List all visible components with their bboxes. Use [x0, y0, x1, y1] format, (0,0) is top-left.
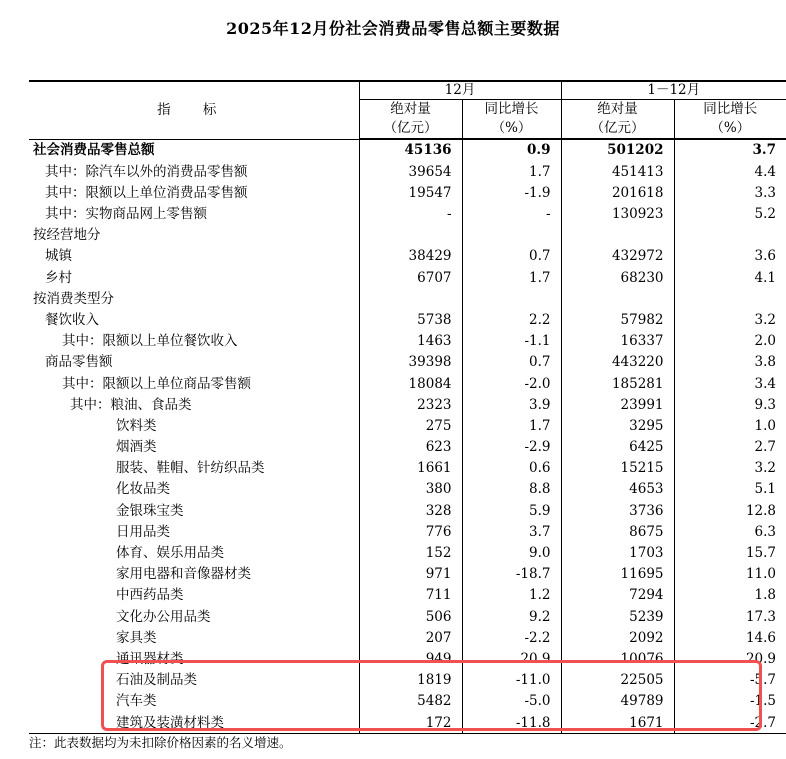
dec-yoy-value: -11.8	[462, 712, 561, 734]
ytd-value	[561, 288, 674, 309]
col-dec-yoy-header: 同比增长 （%）	[462, 100, 561, 140]
dec-value: 623	[359, 437, 462, 458]
ytd-yoy-value: 3.2	[674, 458, 786, 479]
ytd-value: 15215	[561, 458, 674, 479]
dec-yoy-value: -5.0	[462, 691, 561, 712]
retail-sales-table	[29, 80, 786, 734]
table-row	[29, 627, 786, 648]
ytd-value: 11695	[561, 564, 674, 585]
dec-value: 6707	[359, 267, 462, 288]
dec-value: 5482	[359, 691, 462, 712]
dec-value: 1463	[359, 331, 462, 352]
dec-yoy-value: 3.7	[462, 521, 561, 542]
dec-yoy-value: 9.2	[462, 606, 561, 627]
ytd-yoy-value: 17.3	[674, 606, 786, 627]
table-row	[29, 670, 786, 691]
row-label: 烟酒类	[116, 439, 157, 456]
dec-yoy-value: -18.7	[462, 564, 561, 585]
dec-value: 328	[359, 500, 462, 521]
row-label: 家用电器和音像器材类	[116, 566, 251, 583]
ytd-yoy-value: 12.8	[674, 500, 786, 521]
dec-yoy-value: 5.9	[462, 500, 561, 521]
dec-value: 971	[359, 564, 462, 585]
row-label: 金银珠宝类	[116, 502, 184, 519]
table-row	[29, 373, 786, 394]
table-row	[29, 267, 786, 288]
ytd-yoy-value	[674, 225, 786, 246]
row-label: 其中：限额以上单位餐饮收入	[62, 333, 238, 350]
table-row	[29, 161, 786, 182]
ytd-yoy-value: 4.4	[674, 161, 786, 182]
ytd-yoy-value: 15.7	[674, 543, 786, 564]
ytd-yoy-value: 3.8	[674, 352, 786, 373]
row-label: 化妆品类	[116, 481, 170, 498]
row-label: 城镇	[45, 248, 72, 265]
dec-value: 39654	[359, 161, 462, 182]
table-row	[29, 479, 786, 500]
ytd-yoy-value: 2.7	[674, 437, 786, 458]
dec-yoy-value: 20.9	[462, 649, 561, 670]
ytd-value: 1703	[561, 543, 674, 564]
dec-yoy-value: 1.7	[462, 415, 561, 436]
table-row	[29, 415, 786, 436]
ytd-value: 201618	[561, 182, 674, 203]
ytd-value: 185281	[561, 373, 674, 394]
row-label: 文化办公用品类	[116, 608, 211, 625]
row-label: 餐饮收入	[45, 311, 99, 328]
row-label: 其中：限额以上单位消费品零售额	[45, 184, 248, 201]
table-row	[29, 500, 786, 521]
table-row	[29, 394, 786, 415]
ytd-value	[561, 225, 674, 246]
dec-yoy-value: 0.6	[462, 458, 561, 479]
dec-value: 39398	[359, 352, 462, 373]
col-ytd-abs-header: 绝对量 （亿元）	[561, 100, 674, 140]
dec-value: 172	[359, 712, 462, 734]
ytd-value: 16337	[561, 331, 674, 352]
dec-value: 949	[359, 649, 462, 670]
ytd-value: 4653	[561, 479, 674, 500]
dec-value	[359, 288, 462, 309]
dec-yoy-value: -2.2	[462, 627, 561, 648]
row-label: 其中：限额以上单位商品零售额	[62, 375, 251, 392]
ytd-value: 3736	[561, 500, 674, 521]
ytd-value: 2092	[561, 627, 674, 648]
dec-yoy-value: 1.7	[462, 267, 561, 288]
dec-yoy-value: -2.0	[462, 373, 561, 394]
ytd-yoy-value: 2.0	[674, 331, 786, 352]
dec-yoy-value: 3.9	[462, 394, 561, 415]
dec-yoy-value: 0.9	[462, 139, 561, 161]
ytd-value: 10076	[561, 649, 674, 670]
ytd-yoy-value: 3.7	[674, 139, 786, 161]
row-label: 其中：除汽车以外的消费品零售额	[45, 163, 248, 180]
ytd-yoy-value: -1.5	[674, 691, 786, 712]
dec-yoy-value: 2.2	[462, 310, 561, 331]
ytd-value: 8675	[561, 521, 674, 542]
ytd-yoy-value: 11.0	[674, 564, 786, 585]
ytd-value: 49789	[561, 691, 674, 712]
dec-value: 38429	[359, 246, 462, 267]
row-label: 按消费类型分	[33, 290, 114, 307]
row-label: 按经营地分	[33, 227, 101, 244]
row-label: 服装、鞋帽、针纺织品类	[116, 460, 265, 477]
row-label: 其中：实物商品网上零售额	[45, 206, 207, 223]
dec-yoy-value	[462, 225, 561, 246]
row-label: 汽车类	[116, 693, 157, 710]
dec-yoy-value: -11.0	[462, 670, 561, 691]
row-label: 日用品类	[116, 523, 170, 540]
ytd-value: 7294	[561, 585, 674, 606]
ytd-value: 57982	[561, 310, 674, 331]
table-row	[29, 246, 786, 267]
dec-value: 776	[359, 521, 462, 542]
row-label: 商品零售额	[45, 354, 113, 371]
dec-yoy-value: -	[462, 204, 561, 225]
dec-value: 1819	[359, 670, 462, 691]
table-row	[29, 437, 786, 458]
row-label: 体育、娱乐用品类	[116, 545, 224, 562]
row-label: 通讯器材类	[116, 650, 184, 667]
dec-value: 18084	[359, 373, 462, 394]
ytd-value: 5239	[561, 606, 674, 627]
dec-value: 1661	[359, 458, 462, 479]
dec-yoy-value: 0.7	[462, 352, 561, 373]
page-title: 2025年12月份社会消费品零售总额主要数据	[226, 19, 560, 38]
ytd-yoy-value: 3.6	[674, 246, 786, 267]
dec-value: 275	[359, 415, 462, 436]
ytd-value: 443220	[561, 352, 674, 373]
ytd-yoy-value: -2.7	[674, 712, 786, 734]
row-label: 乡村	[45, 269, 72, 286]
table-row	[29, 331, 786, 352]
table-row	[29, 521, 786, 542]
ytd-yoy-value: 5.2	[674, 204, 786, 225]
dec-value: 380	[359, 479, 462, 500]
ytd-yoy-value: 1.8	[674, 585, 786, 606]
ytd-yoy-value: 5.1	[674, 479, 786, 500]
table-row	[29, 564, 786, 585]
table-row	[29, 204, 786, 225]
table-row	[29, 225, 786, 246]
dec-value: 2323	[359, 394, 462, 415]
period-dec-header: 12月	[359, 81, 561, 100]
period-ytd-header: 1－12月	[561, 81, 786, 100]
ytd-value: 22505	[561, 670, 674, 691]
row-label: 其中：粮油、食品类	[70, 396, 192, 413]
ytd-value: 501202	[561, 139, 674, 161]
table-row	[29, 691, 786, 712]
dec-value: 5738	[359, 310, 462, 331]
ytd-value: 1671	[561, 712, 674, 734]
ytd-yoy-value: 3.3	[674, 182, 786, 203]
dec-yoy-value: -2.9	[462, 437, 561, 458]
dec-value: 152	[359, 543, 462, 564]
table-row	[29, 458, 786, 479]
ytd-value: 6425	[561, 437, 674, 458]
dec-value	[359, 225, 462, 246]
dec-yoy-value: -1.9	[462, 182, 561, 203]
ytd-yoy-value	[674, 288, 786, 309]
row-label: 中西药品类	[116, 587, 184, 604]
ytd-yoy-value: 9.3	[674, 394, 786, 415]
dec-value: 711	[359, 585, 462, 606]
table-row	[29, 649, 786, 670]
col-ytd-yoy-header: 同比增长 （%）	[674, 100, 786, 140]
dec-value: 506	[359, 606, 462, 627]
row-label: 建筑及装潢材料类	[29, 712, 359, 734]
table-row	[29, 352, 786, 373]
ytd-yoy-value: 4.1	[674, 267, 786, 288]
ytd-yoy-value: 3.4	[674, 373, 786, 394]
table-row	[29, 543, 786, 564]
ytd-value: 23991	[561, 394, 674, 415]
dec-yoy-value: 0.7	[462, 246, 561, 267]
ytd-value: 451413	[561, 161, 674, 182]
dec-value: 207	[359, 627, 462, 648]
dec-value: 45136	[359, 139, 462, 161]
dec-yoy-value: -1.1	[462, 331, 561, 352]
table-row	[29, 182, 786, 203]
dec-yoy-value	[462, 288, 561, 309]
dec-yoy-value: 1.2	[462, 585, 561, 606]
ytd-value: 3295	[561, 415, 674, 436]
table-row	[29, 139, 786, 161]
table-row	[29, 712, 786, 734]
table-row	[29, 585, 786, 606]
ytd-value: 432972	[561, 246, 674, 267]
ytd-yoy-value: 3.2	[674, 310, 786, 331]
ytd-yoy-value: 1.0	[674, 415, 786, 436]
row-label: 社会消费品零售总额	[33, 142, 155, 159]
dec-value: -	[359, 204, 462, 225]
ytd-yoy-value: -5.7	[674, 670, 786, 691]
ytd-value: 130923	[561, 204, 674, 225]
footnote: 注：此表数据均为未扣除价格因素的名义增速。	[29, 735, 292, 750]
table-row	[29, 310, 786, 331]
ytd-yoy-value: 6.3	[674, 521, 786, 542]
dec-yoy-value: 1.7	[462, 161, 561, 182]
col-dec-abs-header: 绝对量 （亿元）	[359, 100, 462, 140]
ytd-value: 68230	[561, 267, 674, 288]
row-label: 家具类	[116, 629, 157, 646]
table-row	[29, 606, 786, 627]
ytd-yoy-value: 14.6	[674, 627, 786, 648]
row-label: 石油及制品类	[116, 672, 197, 689]
dec-yoy-value: 8.8	[462, 479, 561, 500]
indicator-header: 指 标	[29, 81, 359, 139]
table-row	[29, 288, 786, 309]
dec-yoy-value: 9.0	[462, 543, 561, 564]
row-label: 饮料类	[116, 417, 157, 434]
dec-value: 19547	[359, 182, 462, 203]
ytd-yoy-value: 20.9	[674, 649, 786, 670]
